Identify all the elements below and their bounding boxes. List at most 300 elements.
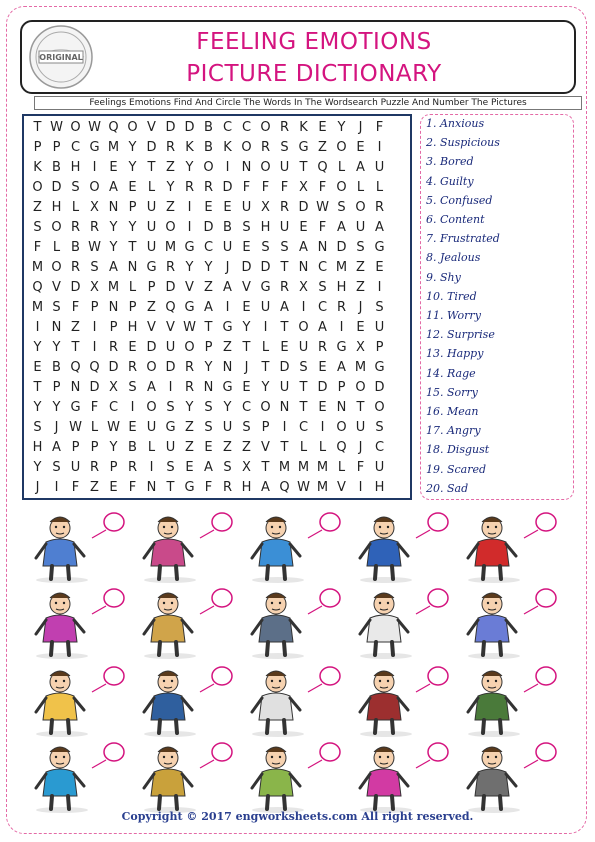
grid-letter[interactable]: P [109,320,118,335]
grid-letter[interactable]: I [168,380,173,395]
grid-letter[interactable]: P [109,460,118,475]
grid-letter[interactable]: O [51,260,62,275]
grid-letter[interactable]: R [374,200,385,215]
grid-letter[interactable]: D [146,140,157,155]
grid-letter[interactable]: M [278,460,291,475]
grid-letter[interactable]: S [204,400,213,415]
grid-letter[interactable]: T [242,340,251,355]
grid-letter[interactable]: R [203,180,214,195]
grid-letter[interactable]: Z [242,440,251,455]
grid-letter[interactable]: S [204,420,213,435]
grid-letter[interactable]: L [147,180,156,195]
grid-letter[interactable]: P [128,300,137,315]
grid-letter[interactable]: U [355,220,366,235]
grid-letter[interactable]: C [317,300,328,315]
grid-letter[interactable]: F [71,480,80,495]
grid-letter[interactable]: P [90,440,99,455]
grid-letter[interactable]: E [356,140,365,155]
grid-letter[interactable]: V [242,280,251,295]
grid-letter[interactable]: R [184,180,195,195]
grid-letter[interactable]: P [375,340,384,355]
grid-letter[interactable]: Y [185,400,194,415]
grid-letter[interactable]: T [299,400,308,415]
grid-letter[interactable]: U [222,420,233,435]
grid-letter[interactable]: Y [109,240,118,255]
grid-letter[interactable]: Z [204,280,213,295]
grid-letter[interactable]: Y [33,460,42,475]
grid-letter[interactable]: T [261,360,270,375]
grid-letter[interactable]: L [375,180,384,195]
grid-letter[interactable]: U [146,240,157,255]
grid-letter[interactable]: D [279,360,290,375]
grid-letter[interactable]: P [337,380,346,395]
grid-letter[interactable]: C [222,120,233,135]
grid-letter[interactable]: K [33,160,42,175]
grid-letter[interactable]: N [51,320,62,335]
grid-letter[interactable]: N [108,300,119,315]
grid-letter[interactable]: I [92,160,97,175]
grid-letter[interactable]: R [184,360,195,375]
grid-letter[interactable]: S [52,300,61,315]
grid-letter[interactable]: O [336,420,347,435]
grid-letter[interactable]: I [35,320,40,335]
grid-letter[interactable]: W [183,320,196,335]
grid-letter[interactable]: Y [128,160,137,175]
grid-letter[interactable]: N [298,260,309,275]
grid-letter[interactable]: L [52,240,61,255]
grid-letter[interactable]: I [225,160,230,175]
grid-letter[interactable]: P [52,140,61,155]
grid-letter[interactable]: O [165,220,176,235]
grid-letter[interactable]: U [355,420,366,435]
grid-letter[interactable]: E [242,300,251,315]
grid-letter[interactable]: O [355,200,366,215]
grid-letter[interactable]: S [242,420,251,435]
grid-letter[interactable]: S [52,460,61,475]
grid-letter[interactable]: U [279,380,290,395]
grid-letter[interactable]: M [31,300,44,315]
grid-letter[interactable]: D [260,260,271,275]
grid-letter[interactable]: D [108,360,119,375]
grid-letter[interactable]: T [356,400,365,415]
grid-letter[interactable]: N [108,200,119,215]
grid-letter[interactable]: D [51,180,62,195]
grid-letter[interactable]: O [146,400,157,415]
grid-letter[interactable]: X [299,180,308,195]
grid-letter[interactable]: F [204,480,213,495]
grid-letter[interactable]: D [336,240,347,255]
grid-letter[interactable]: O [241,140,252,155]
grid-letter[interactable]: N [279,400,290,415]
grid-letter[interactable]: C [241,120,252,135]
grid-letter[interactable]: L [356,180,365,195]
grid-letter[interactable]: Q [108,120,119,135]
grid-letter[interactable]: Z [71,320,80,335]
grid-letter[interactable]: O [146,360,157,375]
grid-letter[interactable]: R [89,460,100,475]
grid-letter[interactable]: I [320,420,325,435]
grid-letter[interactable]: I [339,320,344,335]
grid-letter[interactable]: A [204,460,213,475]
grid-letter[interactable]: S [128,380,137,395]
grid-letter[interactable]: E [109,160,118,175]
grid-letter[interactable]: D [374,380,385,395]
grid-letter[interactable]: R [222,480,233,495]
grid-letter[interactable]: H [260,220,271,235]
grid-letter[interactable]: N [203,380,214,395]
grid-letter[interactable]: Z [166,200,175,215]
grid-letter[interactable]: I [263,320,268,335]
grid-letter[interactable]: E [204,440,213,455]
grid-letter[interactable]: I [92,320,97,335]
grid-letter[interactable]: S [280,240,289,255]
grid-letter[interactable]: F [242,180,251,195]
grid-letter[interactable]: C [203,240,214,255]
grid-letter[interactable]: Q [279,480,290,495]
grid-letter[interactable]: I [54,480,59,495]
grid-letter[interactable]: Z [90,480,99,495]
grid-letter[interactable]: S [337,200,346,215]
grid-letter[interactable]: A [375,220,384,235]
grid-letter[interactable]: J [225,260,230,275]
grid-letter[interactable]: M [354,360,367,375]
grid-letter[interactable]: S [33,220,42,235]
grid-letter[interactable]: V [337,480,346,495]
grid-letter[interactable]: S [242,220,251,235]
grid-letter[interactable]: J [358,120,363,135]
grid-letter[interactable]: A [261,480,270,495]
grid-letter[interactable]: T [71,340,80,355]
grid-letter[interactable]: Y [33,400,42,415]
grid-letter[interactable]: E [128,420,137,435]
grid-letter[interactable]: B [204,120,213,135]
grid-letter[interactable]: O [203,160,214,175]
grid-letter[interactable]: G [222,380,233,395]
grid-letter[interactable]: G [260,280,271,295]
grid-letter[interactable]: R [336,300,347,315]
grid-letter[interactable]: W [69,420,82,435]
grid-letter[interactable]: I [282,420,287,435]
grid-letter[interactable]: S [71,180,80,195]
grid-letter[interactable]: U [165,340,176,355]
grid-letter[interactable]: I [187,220,192,235]
grid-letter[interactable]: G [89,140,100,155]
grid-letter[interactable]: W [50,120,63,135]
grid-letter[interactable]: I [130,400,135,415]
grid-letter[interactable]: S [299,360,308,375]
grid-letter[interactable]: D [165,360,176,375]
grid-letter[interactable]: T [166,480,175,495]
grid-letter[interactable]: H [336,280,347,295]
grid-letter[interactable]: R [70,260,81,275]
grid-letter[interactable]: Y [204,260,213,275]
grid-letter[interactable]: O [260,160,271,175]
grid-letter[interactable]: S [166,460,175,475]
grid-letter[interactable]: Y [185,260,194,275]
grid-letter[interactable]: R [70,220,81,235]
grid-letter[interactable]: W [88,240,101,255]
grid-letter[interactable]: U [279,220,290,235]
grid-letter[interactable]: W [297,480,310,495]
grid-letter[interactable]: E [318,360,327,375]
grid-letter[interactable]: S [318,280,327,295]
grid-letter[interactable]: P [261,420,270,435]
grid-letter[interactable]: Z [185,440,194,455]
grid-letter[interactable]: X [242,460,251,475]
grid-letter[interactable]: V [166,320,175,335]
grid-letter[interactable]: T [299,380,308,395]
grid-letter[interactable]: T [299,160,308,175]
grid-letter[interactable]: F [90,400,99,415]
grid-letter[interactable]: L [337,160,346,175]
grid-letter[interactable]: F [318,180,327,195]
grid-letter[interactable]: G [184,300,195,315]
grid-letter[interactable]: Q [32,280,43,295]
grid-letter[interactable]: A [52,440,61,455]
grid-letter[interactable]: M [107,280,120,295]
grid-letter[interactable]: S [280,140,289,155]
grid-letter[interactable]: A [299,240,308,255]
grid-letter[interactable]: P [52,380,61,395]
grid-letter[interactable]: F [261,180,270,195]
grid-letter[interactable]: R [260,140,271,155]
grid-letter[interactable]: Z [33,200,42,215]
grid-letter[interactable]: A [109,260,118,275]
grid-letter[interactable]: W [107,420,120,435]
grid-letter[interactable]: Y [128,140,137,155]
grid-letter[interactable]: O [260,120,271,135]
grid-letter[interactable]: I [225,300,230,315]
grid-letter[interactable]: N [70,380,81,395]
grid-letter[interactable]: B [204,140,213,155]
grid-letter[interactable]: U [146,220,157,235]
grid-letter[interactable]: R [317,340,328,355]
grid-letter[interactable]: D [203,220,214,235]
grid-letter[interactable]: H [241,480,252,495]
grid-letter[interactable]: H [127,320,138,335]
grid-letter[interactable]: G [374,360,385,375]
grid-letter[interactable]: M [316,480,329,495]
grid-letter[interactable]: Q [317,160,328,175]
grid-letter[interactable]: U [165,440,176,455]
grid-letter[interactable]: M [297,460,310,475]
grid-letter[interactable]: B [128,440,137,455]
grid-letter[interactable]: L [147,440,156,455]
grid-letter[interactable]: Y [166,180,175,195]
grid-letter[interactable]: N [222,360,233,375]
grid-letter[interactable]: G [184,240,195,255]
grid-letter[interactable]: Z [147,300,156,315]
grid-letter[interactable]: R [89,220,100,235]
grid-letter[interactable]: T [204,320,213,335]
grid-letter[interactable]: V [147,320,156,335]
grid-letter[interactable]: R [165,140,176,155]
grid-letter[interactable]: T [128,240,137,255]
grid-letter[interactable]: G [298,140,309,155]
grid-letter[interactable]: V [185,280,194,295]
grid-letter[interactable]: F [280,180,289,195]
grid-letter[interactable]: E [280,340,289,355]
grid-letter[interactable]: L [71,200,80,215]
grid-letter[interactable]: Y [185,160,194,175]
grid-letter[interactable]: O [260,400,271,415]
grid-letter[interactable]: Y [109,440,118,455]
grid-letter[interactable]: P [90,300,99,315]
grid-letter[interactable]: E [109,480,118,495]
grid-letter[interactable]: E [318,400,327,415]
grid-letter[interactable]: U [70,460,81,475]
grid-letter[interactable]: S [356,240,365,255]
grid-letter[interactable]: G [374,240,385,255]
grid-letter[interactable]: C [241,400,252,415]
grid-letter[interactable]: M [107,140,120,155]
grid-letter[interactable]: O [127,120,138,135]
grid-letter[interactable]: Q [70,360,81,375]
grid-letter[interactable]: L [299,440,308,455]
grid-letter[interactable]: Q [336,440,347,455]
grid-letter[interactable]: F [375,120,384,135]
grid-letter[interactable]: A [109,180,118,195]
grid-letter[interactable]: R [184,380,195,395]
grid-letter[interactable]: B [71,240,80,255]
grid-letter[interactable]: N [336,400,347,415]
grid-letter[interactable]: H [374,480,385,495]
grid-letter[interactable]: S [90,260,99,275]
grid-letter[interactable]: U [146,420,157,435]
grid-letter[interactable]: W [88,120,101,135]
grid-letter[interactable]: T [33,380,42,395]
grid-letter[interactable]: Z [356,280,365,295]
grid-letter[interactable]: J [54,420,59,435]
grid-letter[interactable]: U [279,160,290,175]
grid-letter[interactable]: D [146,340,157,355]
grid-letter[interactable]: H [51,200,62,215]
grid-letter[interactable]: Q [165,300,176,315]
grid-letter[interactable]: A [318,320,327,335]
grid-letter[interactable]: Z [318,140,327,155]
grid-letter[interactable]: S [33,420,42,435]
grid-letter[interactable]: J [358,440,363,455]
grid-letter[interactable]: I [187,200,192,215]
grid-letter[interactable]: C [298,420,309,435]
grid-letter[interactable]: D [184,120,195,135]
grid-letter[interactable]: C [70,140,81,155]
grid-letter[interactable]: X [356,340,365,355]
grid-letter[interactable]: O [89,180,100,195]
grid-letter[interactable]: I [358,480,363,495]
grid-letter[interactable]: T [280,320,289,335]
grid-letter[interactable]: G [146,260,157,275]
grid-letter[interactable]: V [147,120,156,135]
grid-letter[interactable]: M [31,260,44,275]
grid-letter[interactable]: A [337,220,346,235]
grid-letter[interactable]: U [222,240,233,255]
grid-letter[interactable]: T [280,440,289,455]
grid-letter[interactable]: O [336,140,347,155]
grid-letter[interactable]: G [70,400,81,415]
grid-letter[interactable]: F [33,240,42,255]
grid-letter[interactable]: M [335,260,348,275]
grid-letter[interactable]: R [127,360,138,375]
grid-letter[interactable]: X [299,280,308,295]
grid-letter[interactable]: D [222,180,233,195]
grid-letter[interactable]: A [147,380,156,395]
grid-letter[interactable]: E [375,260,384,275]
grid-letter[interactable]: X [90,200,99,215]
grid-letter[interactable]: N [317,240,328,255]
grid-letter[interactable]: U [298,340,309,355]
grid-letter[interactable]: C [374,440,385,455]
grid-letter[interactable]: P [71,440,80,455]
grid-letter[interactable]: Y [52,400,61,415]
grid-letter[interactable]: L [337,460,346,475]
grid-letter[interactable]: Y [337,120,346,135]
grid-letter[interactable]: E [242,380,251,395]
grid-letter[interactable]: T [147,160,156,175]
grid-letter[interactable]: D [89,380,100,395]
grid-letter[interactable]: D [298,200,309,215]
grid-letter[interactable]: E [318,120,327,135]
grid-letter[interactable]: J [358,300,363,315]
grid-letter[interactable]: D [165,120,176,135]
grid-letter[interactable]: J [35,480,40,495]
grid-letter[interactable]: S [166,400,175,415]
grid-letter[interactable]: O [298,320,309,335]
grid-letter[interactable]: N [127,260,138,275]
grid-letter[interactable]: E [128,340,137,355]
grid-letter[interactable]: Y [52,340,61,355]
grid-letter[interactable]: E [299,220,308,235]
grid-letter[interactable]: H [32,440,43,455]
grid-letter[interactable]: S [223,460,232,475]
grid-letter[interactable]: O [336,180,347,195]
grid-letter[interactable]: A [356,160,365,175]
grid-letter[interactable]: U [374,320,385,335]
grid-letter[interactable]: Y [33,340,42,355]
grid-letter[interactable]: O [355,380,366,395]
grid-letter[interactable]: E [204,200,213,215]
grid-letter[interactable]: C [317,260,328,275]
grid-letter[interactable]: L [318,440,327,455]
grid-letter[interactable]: E [223,200,232,215]
grid-letter[interactable]: U [374,460,385,475]
grid-letter[interactable]: O [374,400,385,415]
grid-letter[interactable]: E [242,240,251,255]
grid-letter[interactable]: V [261,440,270,455]
grid-letter[interactable]: U [146,200,157,215]
grid-letter[interactable]: T [33,120,42,135]
grid-letter[interactable]: M [164,240,177,255]
grid-letter[interactable]: R [108,340,119,355]
grid-letter[interactable]: E [356,320,365,335]
grid-letter[interactable]: X [109,380,118,395]
grid-letter[interactable]: R [279,280,290,295]
grid-letter[interactable]: Z [223,440,232,455]
grid-letter[interactable]: C [108,400,119,415]
grid-letter[interactable]: D [165,280,176,295]
grid-letter[interactable]: Z [166,160,175,175]
grid-letter[interactable]: D [317,380,328,395]
grid-letter[interactable]: Y [128,220,137,235]
grid-letter[interactable]: B [52,160,61,175]
grid-letter[interactable]: E [33,360,42,375]
grid-letter[interactable]: I [377,280,382,295]
grid-letter[interactable]: W [316,200,329,215]
grid-letter[interactable]: S [375,420,384,435]
grid-letter[interactable]: I [301,300,306,315]
grid-letter[interactable]: A [223,280,232,295]
grid-letter[interactable]: Q [89,360,100,375]
